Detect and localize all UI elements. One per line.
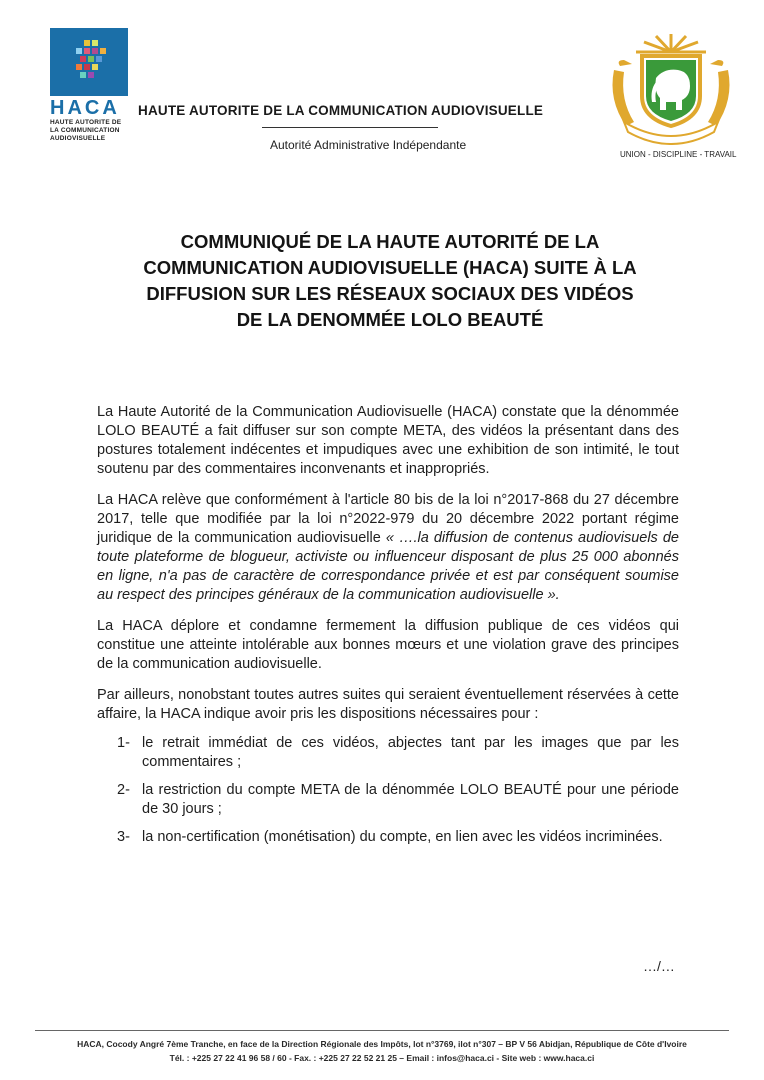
haca-logo-subtitle-1: HAUTE AUTORITE DE [50,119,122,126]
footer-address: HACA, Cocody Angré 7ème Tranche, en face de la Direction Régionale des Impôts, lot n°3769, ilot n°307 – BP V 56 Abidjan, République de Côte d'Ivoire [77,1039,687,1049]
legal-quote: « ….la diffusion de contenus audiovisuels de toute plateforme de blogueur, activiste ou influenceur disposant de plus 25 000 abonnés en ligne, n'a pas de caractère de correspondance privée et est par conséquent soumise au respect des principes généraux de la communication audiovisuelle ». [97,530,679,603]
list-item-number: 2- [117,782,130,798]
coat-of-arms-emblem [606,30,736,145]
list-item [97,828,679,847]
list-item [97,734,679,772]
title-line-2: COMMUNICATION AUDIOVISUELLE (HACA) SUITE À LA [143,257,637,278]
list-item-number: 1- [117,735,130,751]
haca-logo-mark [50,28,128,96]
haca-logo-word: HACA [50,97,120,119]
footer-contact [20,1037,744,1065]
paragraph-measures-intro: Par ailleurs, nonobstant toutes autres suites qui seraient éventuellement réservées à cette affaire, la HACA indique avoir pris les dispositions nécessaires pour : [97,687,679,722]
organization-subtitle: Autorité Administrative Indépendante [270,138,467,152]
title-line-3: DIFFUSION SUR LES RÉSEAUX SOCIAUX DES VIDÉOS [146,283,634,304]
footer-divider [35,1030,729,1031]
list-item-text: la non-certification (monétisation) du compte, en lien avec les vidéos incriminées. [142,829,663,845]
communique-title [110,229,670,333]
national-motto: UNION - DISCIPLINE - TRAVAIL [620,150,737,159]
haca-logo [50,28,132,143]
list-item [97,781,679,819]
title-line-1: COMMUNIQUÉ DE LA HAUTE AUTORITÉ DE LA [180,231,600,252]
header-divider [262,127,438,128]
continued-marker: …/… [643,958,675,974]
paragraph-condemnation: La HACA déplore et condamne fermement la diffusion publique de ces vidéos qui constitue une atteinte intolérable aux bonnes mœurs et une violation grave des principes de la communication audiovisuelle. [97,618,679,672]
measures-list [97,734,679,847]
organization-name: HAUTE AUTORITE DE LA COMMUNICATION AUDIOVISUELLE [138,103,544,118]
list-item-text: la restriction du compte META de la dénommée LOLO BEAUTÉ pour une période de 30 jours ; [142,782,679,817]
coat-of-arms-icon [606,30,736,145]
communique-body [97,403,679,856]
list-item-number: 3- [117,829,130,845]
title-line-4: DE LA DENOMMÉE LOLO BEAUTÉ [236,309,544,330]
pixel-squares-icon [50,28,128,96]
paragraph-findings: La Haute Autorité de la Communication Audiovisuelle (HACA) constate que la dénommée LOLO BEAUTÉ a fait diffuser sur son compte META, des vidéos la présentant dans des postures totalement indécentes et impudiques avec une exhibition de son intimité, le tout soutenu par des commentaires inconvenants et inappropriés. [97,404,679,477]
paragraph-legal-basis [97,491,679,605]
haca-logo-subtitle-2: LA COMMUNICATION [50,127,120,134]
haca-logo-subtitle-3: AUDIOVISUELLE [50,135,106,142]
list-item-text: le retrait immédiat de ces vidéos, abjectes tant par les images que par les commentaires ; [142,735,679,770]
footer-contact-line: Tél. : +225 27 22 41 96 58 / 60 - Fax. : +225 27 22 52 21 25 – Email : infos@haca.ci - Site web : www.haca.ci [169,1053,595,1063]
legal-basis-intro: La HACA relève que conformément à l'article 80 bis de la loi n°2017-868 du 27 décembre 2017, telle que modifiée par la loi n°2022-979 du 20 décembre 2022 portant régime juridique de la communication audiovisuelle [97,492,679,546]
